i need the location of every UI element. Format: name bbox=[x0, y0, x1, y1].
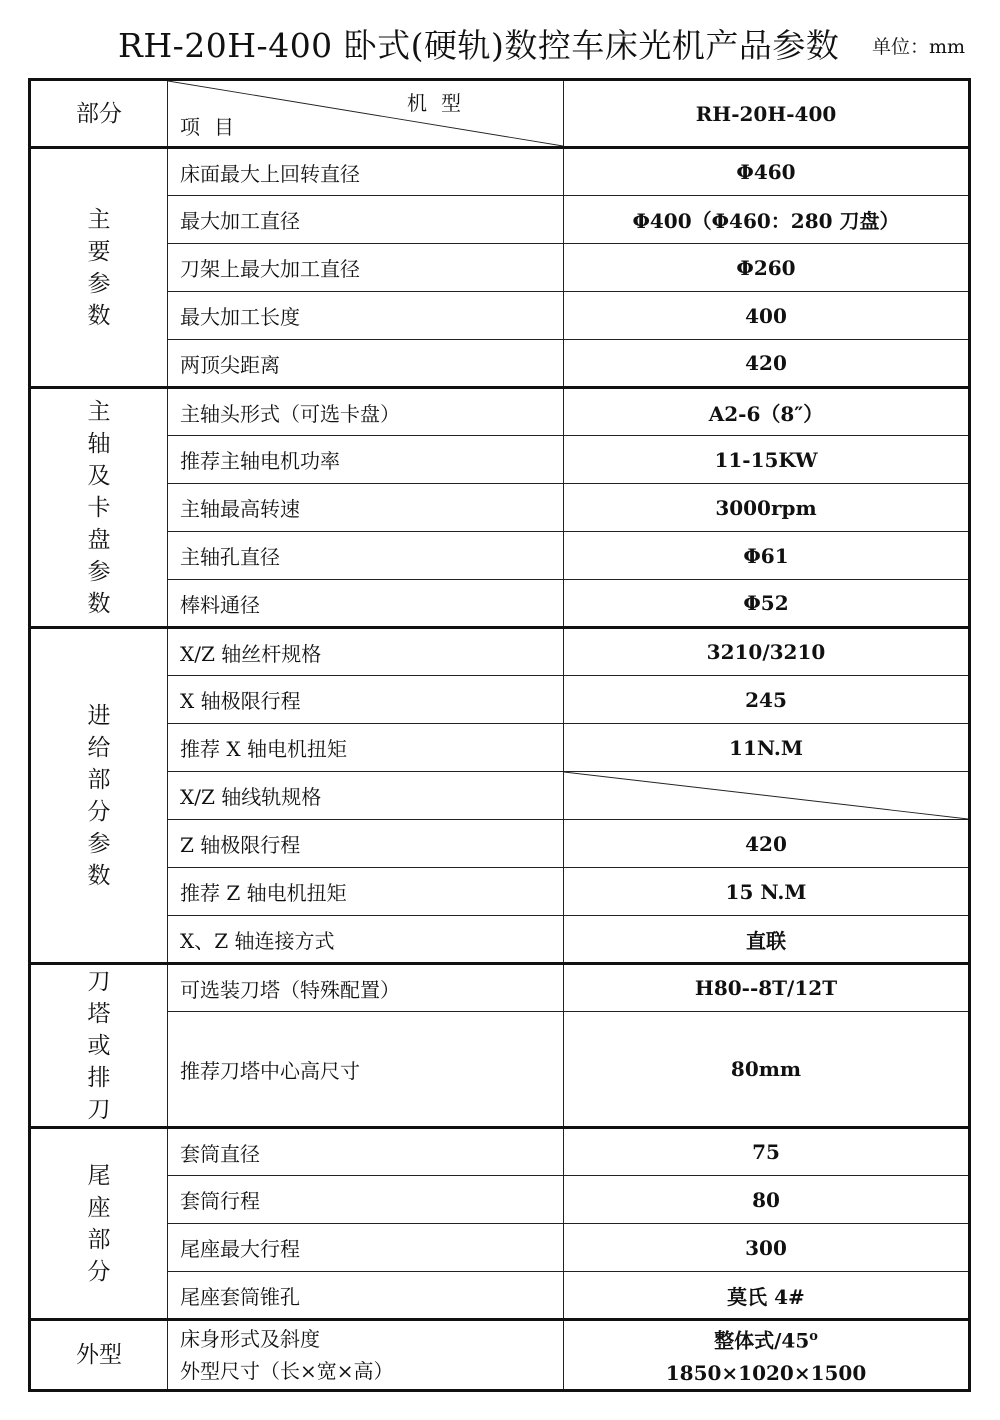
item-value: 400 bbox=[564, 292, 970, 340]
item-label: 床身形式及斜度 外型尺寸（长×宽×高） bbox=[168, 1320, 564, 1391]
empty-value-cell bbox=[564, 772, 970, 820]
item-value: H80--8T/12T bbox=[564, 964, 970, 1012]
section-label-appearance: 外型 bbox=[30, 1320, 168, 1391]
item-label: 最大加工长度 bbox=[168, 292, 564, 340]
table-row bbox=[30, 628, 970, 676]
diagonal-line bbox=[564, 772, 968, 819]
item-label: Z 轴极限行程 bbox=[168, 820, 564, 868]
table-row bbox=[30, 964, 970, 1012]
item-value: 11N.M bbox=[564, 724, 970, 772]
item-label: 棒料通径 bbox=[168, 580, 564, 628]
item-value: A2-6（8″） bbox=[564, 388, 970, 436]
table-row bbox=[30, 772, 970, 820]
table-row bbox=[30, 868, 970, 916]
item-label: X/Z 轴丝杆规格 bbox=[168, 628, 564, 676]
item-label: 尾座套筒锥孔 bbox=[168, 1272, 564, 1320]
unit-label: 单位：mm bbox=[872, 36, 966, 58]
page-title: RH-20H-400 卧式(硬轨)数控车床光机产品参数 bbox=[118, 26, 840, 65]
header-row bbox=[30, 80, 970, 148]
item-label: 床面最大上回转直径 bbox=[168, 148, 564, 196]
item-label: 尾座最大行程 bbox=[168, 1224, 564, 1272]
item-label: 主轴头形式（可选卡盘） bbox=[168, 388, 564, 436]
item-value: 300 bbox=[564, 1224, 970, 1272]
spec-table bbox=[28, 78, 971, 1392]
table-row bbox=[30, 676, 970, 724]
item-label: 推荐主轴电机功率 bbox=[168, 436, 564, 484]
table-row bbox=[30, 1012, 970, 1128]
table-row bbox=[30, 340, 970, 388]
item-value: 245 bbox=[564, 676, 970, 724]
table-row bbox=[30, 148, 970, 196]
item-label: 最大加工直径 bbox=[168, 196, 564, 244]
item-label: 套筒直径 bbox=[168, 1128, 564, 1176]
item-value: 3210/3210 bbox=[564, 628, 970, 676]
header-diagonal-cell bbox=[168, 80, 564, 148]
table-row bbox=[30, 244, 970, 292]
section-label-turret: 刀 塔 或 排 刀 bbox=[30, 964, 168, 1128]
item-label: 刀架上最大加工直径 bbox=[168, 244, 564, 292]
item-value: 80 bbox=[564, 1176, 970, 1224]
item-label: 套筒行程 bbox=[168, 1176, 564, 1224]
item-label: 两顶尖距离 bbox=[168, 340, 564, 388]
header-part: 部分 bbox=[30, 80, 168, 148]
header-model-label: 机型 bbox=[407, 91, 475, 115]
item-value: Φ61 bbox=[564, 532, 970, 580]
item-value: 75 bbox=[564, 1128, 970, 1176]
section-label-main: 主 要 参 数 bbox=[30, 148, 168, 388]
section-label-spindle: 主 轴 及 卡 盘 参 数 bbox=[30, 388, 168, 628]
section-label-tailstock: 尾 座 部 分 bbox=[30, 1128, 168, 1320]
item-value: 莫氏 4# bbox=[564, 1272, 970, 1320]
item-value: 15 N.M bbox=[564, 868, 970, 916]
table-row bbox=[30, 820, 970, 868]
item-value: 11-15KW bbox=[564, 436, 970, 484]
table-row bbox=[30, 724, 970, 772]
item-value: 3000rpm bbox=[564, 484, 970, 532]
item-value: 80mm bbox=[564, 1012, 970, 1128]
table-row bbox=[30, 484, 970, 532]
item-label: 推荐 X 轴电机扭矩 bbox=[168, 724, 564, 772]
section-label-feed: 进 给 部 分 参 数 bbox=[30, 628, 168, 964]
item-value: Φ260 bbox=[564, 244, 970, 292]
header-model: RH-20H-400 bbox=[564, 80, 970, 148]
item-label: 主轴孔直径 bbox=[168, 532, 564, 580]
item-label: 主轴最高转速 bbox=[168, 484, 564, 532]
table-row bbox=[30, 1224, 970, 1272]
item-label: X/Z 轴线轨规格 bbox=[168, 772, 564, 820]
table-row bbox=[30, 532, 970, 580]
item-value: 420 bbox=[564, 820, 970, 868]
table-row bbox=[30, 292, 970, 340]
table-row bbox=[30, 916, 970, 964]
header-item-label: 项目 bbox=[180, 115, 248, 139]
item-value: 整体式/45$^o$ 1850×1020×1500 bbox=[564, 1320, 970, 1391]
table-row bbox=[30, 1320, 970, 1391]
item-label: X、Z 轴连接方式 bbox=[168, 916, 564, 964]
item-value: Φ400（Φ460：280 刀盘） bbox=[564, 196, 970, 244]
item-value: 直联 bbox=[564, 916, 970, 964]
table-row bbox=[30, 388, 970, 436]
table-row bbox=[30, 1272, 970, 1320]
table-row bbox=[30, 580, 970, 628]
table-row bbox=[30, 196, 970, 244]
table-row bbox=[30, 436, 970, 484]
table-row bbox=[30, 1128, 970, 1176]
item-value: Φ52 bbox=[564, 580, 970, 628]
item-value: Φ460 bbox=[564, 148, 970, 196]
item-label: X 轴极限行程 bbox=[168, 676, 564, 724]
table-row bbox=[30, 1176, 970, 1224]
item-label: 推荐刀塔中心高尺寸 bbox=[168, 1012, 564, 1128]
item-label: 可选装刀塔（特殊配置） bbox=[168, 964, 564, 1012]
item-value: 420 bbox=[564, 340, 970, 388]
title-bar bbox=[0, 14, 1000, 64]
item-label: 推荐 Z 轴电机扭矩 bbox=[168, 868, 564, 916]
